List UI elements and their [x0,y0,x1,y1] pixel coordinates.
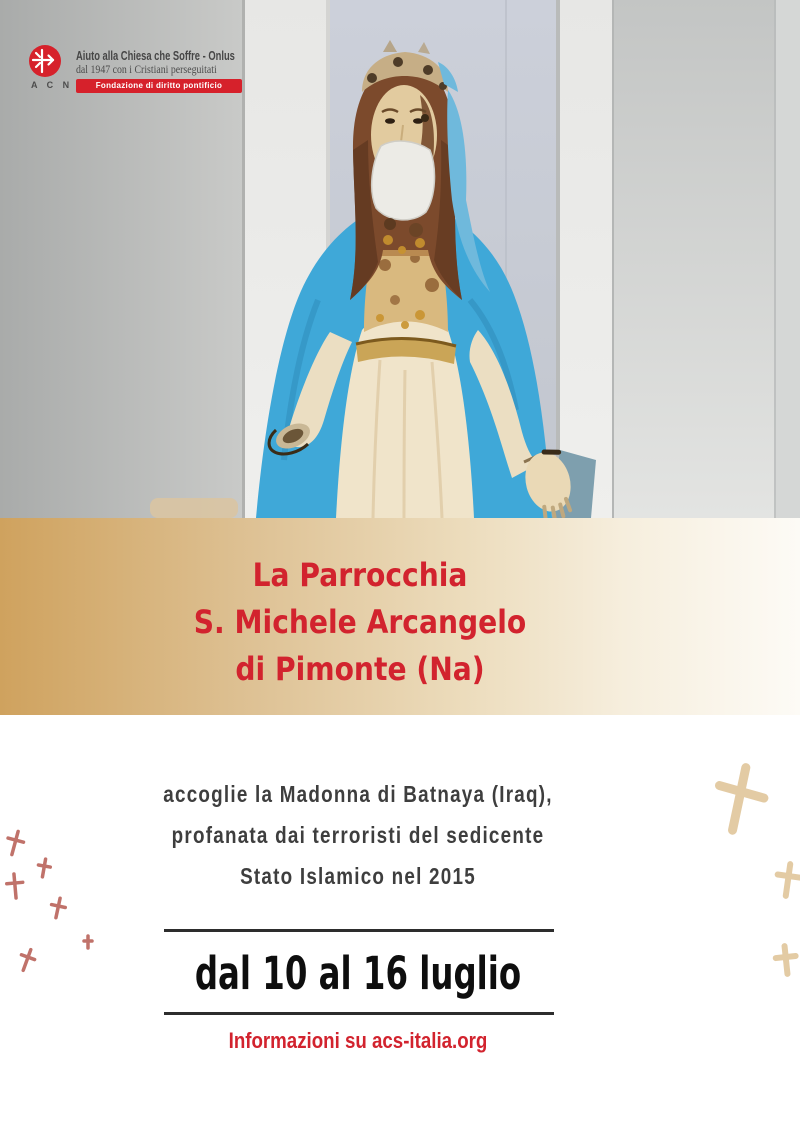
acn-acronym: A C N [31,80,73,90]
logo-org-name: Aiuto alla Chiesa che Soffre - Onlus [76,49,235,63]
event-dates: dal 10 al 16 luglio [194,947,522,1000]
info-url: Informazioni su acs-italia.org [228,1028,488,1053]
logo-banner: Fondazione di diritto pontificio [76,79,242,93]
acn-logo-mark [28,44,73,90]
title-line-2: S. Michele Arcangelo [193,603,527,641]
acn-logo [28,44,288,93]
body-text [64,774,651,897]
body-line-1: accoglie la Madonna di Batnaya (Iraq), [163,781,553,807]
crosses-left-decoration [0,820,110,1000]
title-line-3: di Pimonte (Na) [235,650,485,688]
divider-bottom [164,1012,554,1015]
acn-logo-text [76,44,288,93]
madonna-statue-photo [0,0,800,518]
divider-top [164,929,554,932]
body-line-2: profanata dai terroristi del sedicente [171,822,545,848]
body-line-3: Stato Islamico nel 2015 [240,863,476,889]
poster-title [43,552,677,693]
logo-tagline: dal 1947 con i Cristiani perseguitati [76,62,217,76]
crosses-right-decoration [690,755,800,995]
title-line-1: La Parrocchia [252,556,468,594]
title-band [0,518,800,715]
acn-cross-arrow-icon [28,44,62,78]
